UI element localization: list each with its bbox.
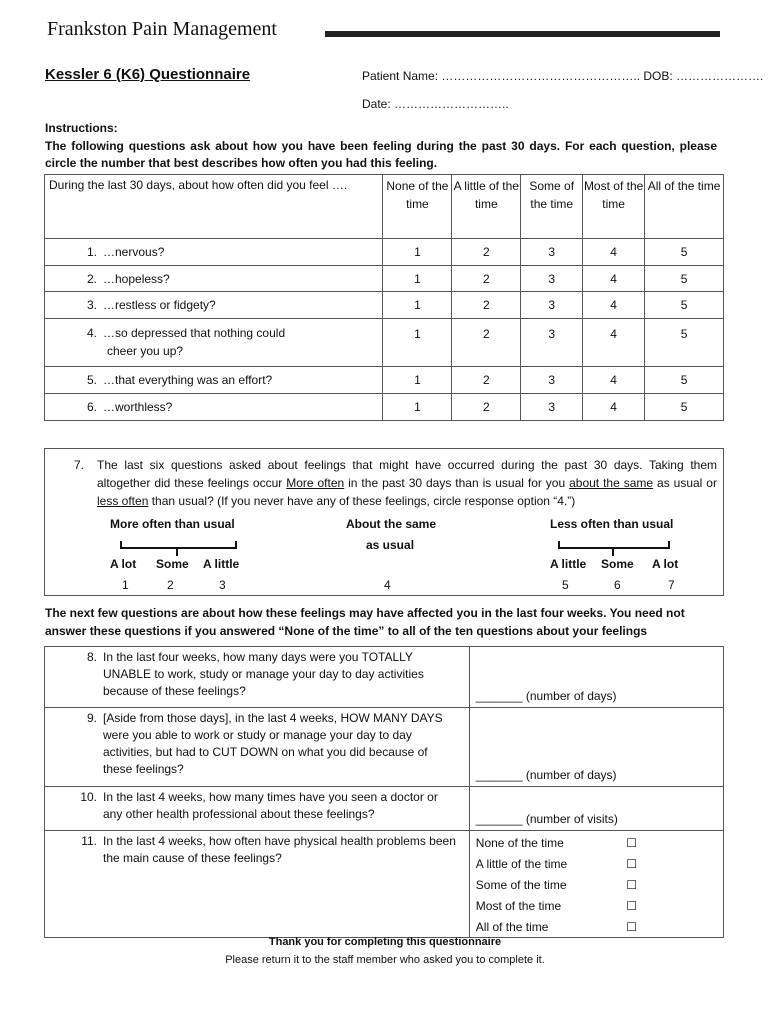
question-number: 9. (86, 711, 97, 725)
question-7-text (97, 456, 717, 510)
q7-option-6[interactable]: 6 (614, 578, 621, 592)
rating-option[interactable]: 1 (383, 367, 452, 394)
days-unable-field[interactable]: _______ (number of days) (469, 647, 723, 708)
question-text: …that everything was an effort? (103, 373, 273, 387)
question-number: 2. (86, 271, 97, 286)
rating-option[interactable]: 4 (583, 266, 645, 292)
about-same-label-2: as usual (366, 538, 415, 552)
question-number: 3. (86, 298, 97, 312)
question-text: …so depressed that nothing could (103, 326, 286, 340)
k6-prompt: During the last 30 days, about how often did you feel …. (45, 175, 383, 239)
follow-up-table (44, 646, 724, 938)
col-some: Some of the time (521, 175, 583, 239)
question-text: In the last 4 weeks, how often have physical health problems been the main cause of these feelings? (103, 834, 456, 865)
date-field[interactable]: Date: ……………………….. (362, 97, 509, 111)
visits-field[interactable]: _______ (number of visits) (469, 787, 723, 831)
q7-option-3[interactable]: 3 (219, 578, 226, 592)
q7-text-part: than usual? (If you never have any of these feelings, circle response option “4.”) (148, 494, 576, 508)
right-bracket-tick (612, 549, 614, 556)
option-label: Most of the time (475, 898, 562, 913)
q7-text-part: in the past 30 days than is usual for you (344, 476, 570, 490)
rating-option[interactable]: 5 (645, 292, 724, 319)
checkbox-icon[interactable]: ☐ (626, 877, 637, 892)
option-a-lot-left: A lot (110, 557, 137, 571)
q7-option-2[interactable]: 2 (167, 578, 174, 592)
rating-option[interactable]: 2 (452, 292, 521, 319)
q11-option[interactable] (476, 853, 717, 874)
q7-more-often: More often (286, 476, 345, 490)
rating-option[interactable]: 3 (521, 319, 583, 367)
table-row (45, 647, 724, 708)
more-often-label: More often than usual (110, 517, 235, 531)
q11-option[interactable] (476, 916, 717, 937)
rating-option[interactable]: 2 (452, 319, 521, 367)
question-text: In the last four weeks, how many days were you TOTALLY UNABLE to work, study or manage your day to day activities because of these feelings? (103, 650, 424, 698)
question-text: …worthless? (103, 400, 173, 414)
question-number: 6. (86, 400, 97, 414)
left-bracket (120, 541, 237, 549)
k6-table (44, 174, 724, 421)
question-number: 10. (80, 790, 97, 804)
option-label: A little of the time (475, 856, 568, 871)
rating-option[interactable]: 3 (521, 292, 583, 319)
option-label: Some of the time (475, 877, 567, 892)
rating-option[interactable]: 1 (383, 292, 452, 319)
option-a-lot-right: A lot (652, 557, 679, 571)
table-row (45, 319, 724, 367)
q7-about-same: about the same (569, 476, 654, 490)
instructions-heading: Instructions: (45, 121, 118, 135)
rating-option[interactable]: 1 (383, 319, 452, 367)
question-7 (74, 456, 717, 510)
less-often-label: Less often than usual (550, 517, 674, 531)
rating-option[interactable]: 5 (645, 266, 724, 292)
q11-options (469, 831, 723, 938)
col-most: Most of the time (583, 175, 645, 239)
rating-option[interactable]: 4 (583, 319, 645, 367)
question-number: 5. (86, 373, 97, 387)
option-label: None of the time (475, 835, 564, 850)
rating-option[interactable]: 2 (452, 266, 521, 292)
checkbox-icon[interactable]: ☐ (626, 919, 637, 934)
q7-option-1[interactable]: 1 (122, 578, 129, 592)
q11-option[interactable] (476, 874, 717, 895)
q7-text-part: The last six questions asked about feelings that might have occurred during the past 30 days. Taking them altogether did these feelings occur (97, 458, 717, 490)
rating-option[interactable]: 1 (383, 239, 452, 266)
left-bracket-tick (176, 549, 178, 556)
rating-option[interactable]: 4 (583, 239, 645, 266)
rating-option[interactable]: 1 (383, 394, 452, 421)
question-number: 11. (81, 834, 97, 848)
rating-option[interactable]: 3 (521, 266, 583, 292)
question-number: 7. (74, 458, 85, 472)
table-row (45, 367, 724, 394)
rating-option[interactable]: 2 (452, 367, 521, 394)
thank-you-note: Thank you for completing this questionnaire (268, 936, 502, 948)
table-row (45, 708, 724, 787)
option-a-little-right: A little (550, 557, 587, 571)
rating-option[interactable]: 4 (583, 292, 645, 319)
question-number: 8. (86, 650, 97, 664)
rating-option[interactable]: 5 (645, 239, 724, 266)
return-note: Please return it to the staff member who asked you to complete it. (225, 954, 545, 966)
q7-option-7[interactable]: 7 (668, 578, 675, 592)
question-text: …hopeless? (103, 271, 170, 286)
question-text: …restless or fidgety? (103, 298, 216, 312)
question-number: 1. (86, 245, 97, 259)
patient-name-dob-field[interactable]: Patient Name: ………………………………………….. DOB: …………………. (362, 69, 764, 83)
checkbox-icon[interactable]: ☐ (626, 835, 637, 850)
table-row (45, 831, 724, 938)
q11-option[interactable] (476, 895, 717, 916)
table-row (45, 292, 724, 319)
option-a-little-left: A little (203, 557, 240, 571)
q11-option[interactable] (476, 832, 717, 853)
option-some-left: Some (156, 557, 189, 571)
rating-option[interactable]: 1 (383, 266, 452, 292)
table-row (45, 266, 724, 292)
q7-less-often: less often (97, 494, 149, 508)
rating-option[interactable]: 2 (452, 394, 521, 421)
checkbox-icon[interactable]: ☐ (626, 856, 637, 871)
rating-option[interactable]: 4 (583, 367, 645, 394)
right-bracket (558, 541, 670, 549)
col-none: None of the time (383, 175, 452, 239)
question-text-continued: cheer you up? (107, 344, 184, 358)
option-some-right: Some (601, 557, 634, 571)
checkbox-icon[interactable]: ☐ (626, 898, 637, 913)
rating-option[interactable]: 5 (645, 394, 724, 421)
instructions-text: The following questions ask about how you have been feeling during the past 30 days. For each question, please circle the number that best describes how often you had this feeling. (45, 139, 717, 170)
questionnaire-title: Kessler 6 (K6) Questionnaire (45, 66, 251, 83)
rating-option[interactable]: 3 (521, 239, 583, 266)
q7-option-4[interactable]: 4 (384, 578, 391, 592)
clinic-name: Frankston Pain Management (47, 18, 277, 40)
col-a-little: A little of the time (452, 175, 521, 239)
rating-option[interactable]: 5 (645, 319, 724, 367)
header-rule (325, 31, 720, 37)
question-text: …nervous? (103, 245, 165, 259)
table-row (45, 239, 724, 266)
question-number: 4. (86, 326, 97, 340)
rating-option[interactable]: 3 (521, 394, 583, 421)
q7-text-part: as usual or (653, 476, 717, 490)
col-all: All of the time (645, 175, 724, 239)
rating-option[interactable]: 2 (452, 239, 521, 266)
table-row (45, 787, 724, 831)
days-cut-down-field[interactable]: _______ (number of days) (469, 708, 723, 787)
table-row (45, 394, 724, 421)
about-same-label: About the same (346, 517, 437, 531)
follow-up-intro: The next few questions are about how these feelings may have affected you in the last four weeks. You need not answer these questions if you answered “None of the time” to all of the ten questions about your feelings (45, 606, 685, 638)
question-text: [Aside from those days], in the last 4 weeks, HOW MANY DAYS were you able to work or study or manage your day to day activities, but had to CUT DOWN on what you did because of these feelings? (103, 711, 443, 776)
question-text: In the last 4 weeks, how many times have you seen a doctor or any other health professional about these feelings? (103, 790, 438, 821)
rating-option[interactable]: 4 (583, 394, 645, 421)
option-label: All of the time (475, 919, 549, 934)
rating-option[interactable]: 5 (645, 367, 724, 394)
q7-option-5[interactable]: 5 (562, 578, 569, 592)
rating-option[interactable]: 3 (521, 367, 583, 394)
